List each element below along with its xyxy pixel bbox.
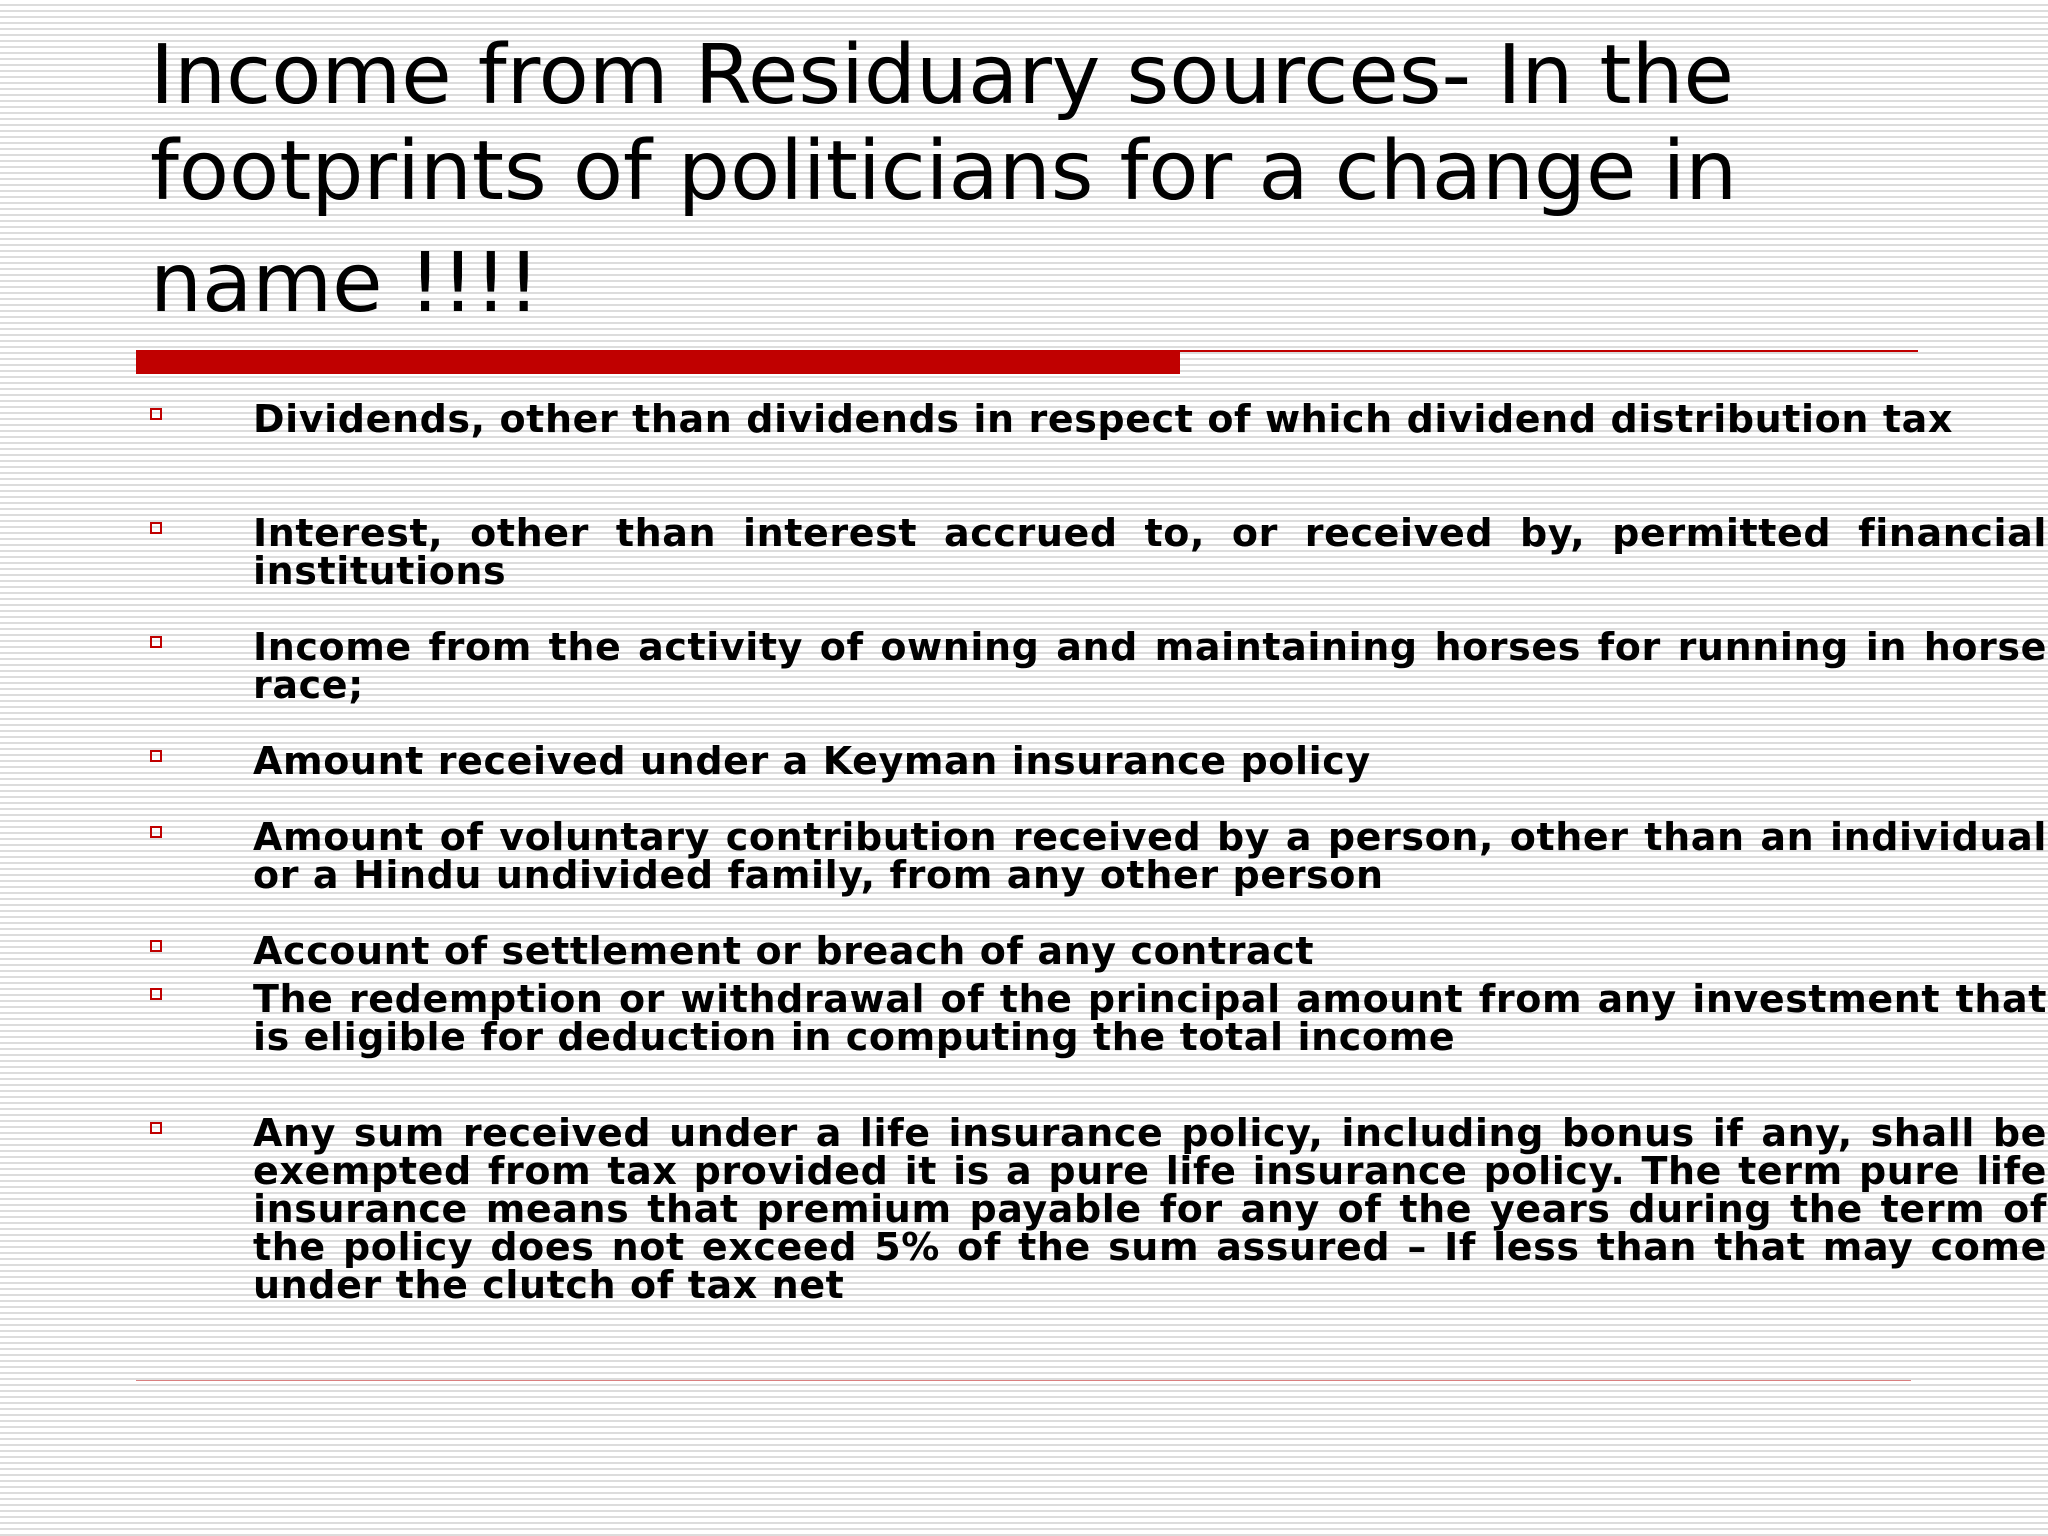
bullet-text: The redemption or withdrawal of the principal amount from any investment that is eligible for deduction in computing the total income <box>253 977 2047 1059</box>
slide-title <box>150 28 1920 332</box>
title-accent-bar <box>136 350 1180 374</box>
hollow-square-icon <box>150 408 162 420</box>
footer-divider-line <box>136 1380 1911 1381</box>
bullet-text: Interest, other than interest accrued to, or received by, permitted financial institutions <box>253 511 2047 593</box>
bullet-text: Income from the activity of owning and maintaining horses for running in horse race; <box>253 625 2047 707</box>
slide-title-line: name !!!! <box>150 236 541 331</box>
hollow-square-icon <box>150 636 162 648</box>
slide-title-line: footprints of politicians for a change in <box>150 124 1738 219</box>
hollow-square-icon <box>150 940 162 952</box>
bullet-text: Dividends, other than dividends in respect of which dividend distribution tax <box>253 397 1953 441</box>
bullet-text: Any sum received under a life insurance policy, including bonus if any, shall be exempted from tax provided it is a pure life insurance policy. The term pure life insurance means that premium payable for any of the years during the term of the policy does not exceed 5% of the sum assured – If less than that may come under the clutch of tax net <box>253 1111 2047 1307</box>
bullet-text: Amount received under a Keyman insurance policy <box>253 739 1371 783</box>
bullet-text: Account of settlement or breach of any contract <box>253 929 1315 973</box>
hollow-square-icon <box>150 750 162 762</box>
hollow-square-icon <box>150 988 162 1000</box>
hollow-square-icon <box>150 522 162 534</box>
slide-title-line: Income from Residuary sources- In the <box>150 28 1734 123</box>
hollow-square-icon <box>150 826 162 838</box>
title-divider-line <box>1180 350 1918 352</box>
hollow-square-icon <box>150 1122 162 1134</box>
bullet-text: Amount of voluntary contribution received by a person, other than an individual or a Hindu undivided family, from any other person <box>253 815 2047 897</box>
